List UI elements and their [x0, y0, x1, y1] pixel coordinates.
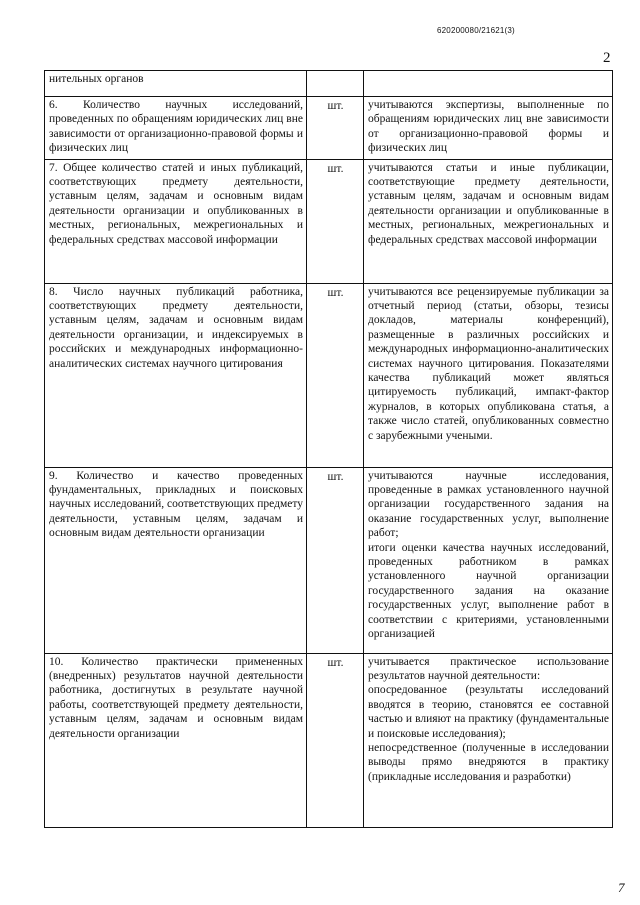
- note-paragraph: опосредованное (результаты исследований вводятся в теорию, становятся ее составной частью и влияют на практику (фундаментальные и поисковые исследования);: [368, 684, 609, 740]
- handwritten-page-mark: 7: [618, 880, 625, 895]
- criterion-cell: 10. Количество практически примененных (внедренных) результатов научной деятельности работника, достигнутых в результате научной работы, соответствующей предмету деятельности, уставным целям, задачам и основным видам деятельности организации: [45, 653, 307, 827]
- note-paragraph: непосредственное (полученные в исследовании выводы прямо внедряются в практику (прикладные исследования и разработки): [368, 742, 609, 783]
- note-cell: [364, 159, 613, 283]
- criterion-cell: 6. Количество научных исследований, проведенных по обращениям юридических лиц вне зависимости от организационно-правовой формы и физических лиц: [45, 97, 307, 160]
- criterion-cell: нительных органов: [45, 71, 307, 97]
- unit-cell: шт.: [307, 97, 364, 160]
- note-paragraph: учитываются все рецензируемые публикации за отчетный период (статьи, обзоры, тезисы докладов, материалы конференций), размещенные в различных российских и международных информационно-аналитических системах научного цитирования. Показателями качества публикаций может являться цитируемость публикаций, импакт-фактор журналов, в которых опубликована статья, а также число статей, опубликованных совместно с зарубежными учеными.: [368, 285, 609, 442]
- note-cell: [364, 467, 613, 653]
- criteria-table: [44, 70, 613, 828]
- unit-cell: шт.: [307, 283, 364, 467]
- criterion-cell: 9. Количество и качество проведенных фундаментальных, прикладных и поисковых научных исследований, соответствующих предмету деятельности, уставным целям, задачам и основным видам деятельности организации: [45, 467, 307, 653]
- table-row: [45, 159, 613, 283]
- unit-cell: шт.: [307, 159, 364, 283]
- note-cell: [364, 283, 613, 467]
- note-paragraph: итоги оценки качества научных исследований, проведенных работником в рамках установленного научной организации государственного задания на оказание государственных услуг, выполнение работ в соответствии с критериями, установленными организацией: [368, 541, 609, 641]
- note-cell: [364, 653, 613, 827]
- note-paragraph: учитываются экспертизы, выполненные по обращениям юридических лиц вне зависимости от организационно-правовой формы и физических лиц: [368, 99, 609, 155]
- table-row: [45, 71, 613, 97]
- unit-cell: шт.: [307, 653, 364, 827]
- table-row: [45, 97, 613, 160]
- table-row: [45, 283, 613, 467]
- table-row: [45, 653, 613, 827]
- unit-cell: [307, 71, 364, 97]
- criterion-cell: 7. Общее количество статей и иных публикаций, соответствующих предмету деятельности, уставным целям, задачам и основным видам деятельности организации и опубликованных в местных, региональных, межрегиональных и федеральных средствах массовой информации: [45, 159, 307, 283]
- note-paragraph: учитываются статьи и иные публикации, соответствующие предмету деятельности, уставным целям, задачам и основным видам деятельности организации и опубликованные в местных, региональных, межрегиональных и федеральных средствах массовой информации: [368, 161, 609, 246]
- criterion-cell: 8. Число научных публикаций работника, соответствующих предмету деятельности, уставным целям, задачам и основным видам деятельности организации, и индексируемых в российских и международных информационно-аналитических системах научного цитирования: [45, 283, 307, 467]
- note-cell: [364, 71, 613, 97]
- note-paragraph: учитываются научные исследования, проведенные в рамках установленного научной организации государственного задания на оказание государственных услуг, выполнение работ;: [368, 469, 609, 540]
- note-cell: [364, 97, 613, 160]
- unit-cell: шт.: [307, 467, 364, 653]
- note-paragraph: учитывается практическое использование результатов научной деятельности:: [368, 655, 609, 683]
- page-number: 2: [603, 50, 611, 66]
- document-id: 620200080/21621(3): [437, 26, 515, 35]
- table-row: [45, 467, 613, 653]
